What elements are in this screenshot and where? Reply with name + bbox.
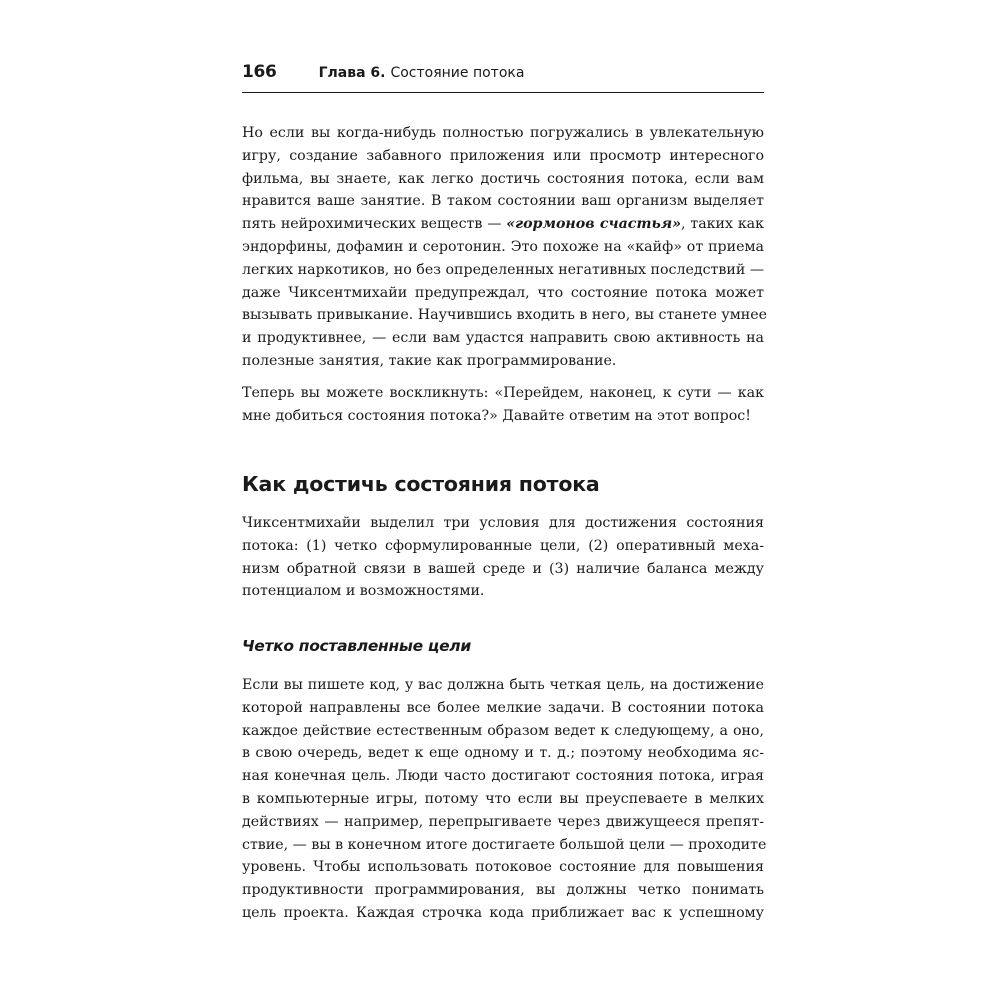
section-heading: Как достичь состояния потока: [242, 472, 600, 496]
text-line: каждое действие естественным образом ведет к следующему, а оно,: [242, 722, 764, 739]
text-line: Но если вы когда-нибудь полностью погружались в увлекательную: [242, 125, 764, 141]
section-heading-block: [242, 472, 764, 496]
text-line: Если вы пишете код, у вас должна быть четкая цель, на достижение: [242, 677, 764, 693]
book-page: [242, 62, 768, 921]
text-line: игру, создание забавного приложения или просмотр интересного: [242, 147, 764, 164]
text-line: Чиксентмихайи выделил три условия для достижения состояния: [242, 515, 764, 531]
page-number: 166: [242, 62, 277, 82]
text-line: которой направлены все более мелкие задачи. В состоянии потока: [242, 699, 764, 716]
text-line: вызывать привыкание. Научившись входить в него, вы станете умнее: [242, 307, 768, 324]
text-line: низм обратной связи в вашей среде и (3) наличие баланса между: [242, 560, 764, 577]
paragraph-3: [242, 512, 764, 603]
text-fragment: пять нейрохимических веществ —: [242, 216, 502, 233]
text-line: мне добиться состояния потока?» Давайте ответим на этот вопрос!: [242, 407, 751, 424]
paragraph-2: [242, 382, 764, 428]
text-line: в свою очередь, ведет к еще одному и т. д.; поэтому необходима яс-: [242, 745, 764, 762]
text-line: потока: (1) четко сформулированные цели, (2) оперативный меха-: [242, 537, 764, 554]
text-line: легких наркотиков, но без определенных негативных последствий —: [242, 261, 765, 278]
text-line: ная конечная цель. Люди часто достигают состояния потока, играя: [242, 768, 764, 785]
text-line: фильма, вы знаете, как легко достичь состояния потока, если вам: [242, 170, 764, 187]
text-line: уровень. Чтобы использовать потоковое состояние для повышения: [242, 859, 764, 876]
paragraph-4: [242, 674, 767, 925]
subsection-heading-block: [242, 637, 764, 655]
text-line: цель проекта. Каждая строчка кода приближает вас к успешному: [242, 904, 764, 921]
text-line: потенциалом и возможностями.: [242, 583, 485, 600]
emphasis-happiness-hormones: «гормонов счастья»: [506, 216, 681, 233]
chapter-title: Состояние потока: [390, 65, 525, 81]
text-line: в компьютерные игры, потому что если вы преуспеваете в мелких: [242, 790, 764, 807]
text-line: Теперь вы можете воскликнуть: «Перейдем, наконец, к сути — как: [242, 385, 764, 401]
text-line: эндорфины, дофамин и серотонин. Это похоже на «кайф» от приема: [242, 238, 764, 255]
text-line-with-emphasis: [242, 213, 764, 236]
text-line: продуктивности программирования, вы должны четко понимать: [242, 882, 764, 899]
text-line: нравится ваше занятие. В таком состоянии ваш организм выделяет: [242, 193, 764, 210]
chapter-label: Глава 6.: [318, 65, 386, 81]
subsection-heading: Четко поставленные цели: [242, 637, 471, 655]
text-line: действиях — например, перепрыгиваете через движущееся препят-: [242, 813, 764, 830]
text-line: полезные занятия, такие как программирование.: [242, 352, 617, 369]
running-header: [242, 62, 764, 93]
paragraph-1: [242, 122, 768, 373]
text-fragment: , таких как: [680, 216, 765, 233]
text-line: ствие, — вы в конечном итоге достигаете большой цели — проходите: [242, 836, 767, 853]
text-line: и продуктивнее, — если вам удастся направить свою активность на: [242, 330, 764, 347]
text-line: даже Чиксентмихайи предупреждал, что состояние потока может: [242, 284, 764, 301]
